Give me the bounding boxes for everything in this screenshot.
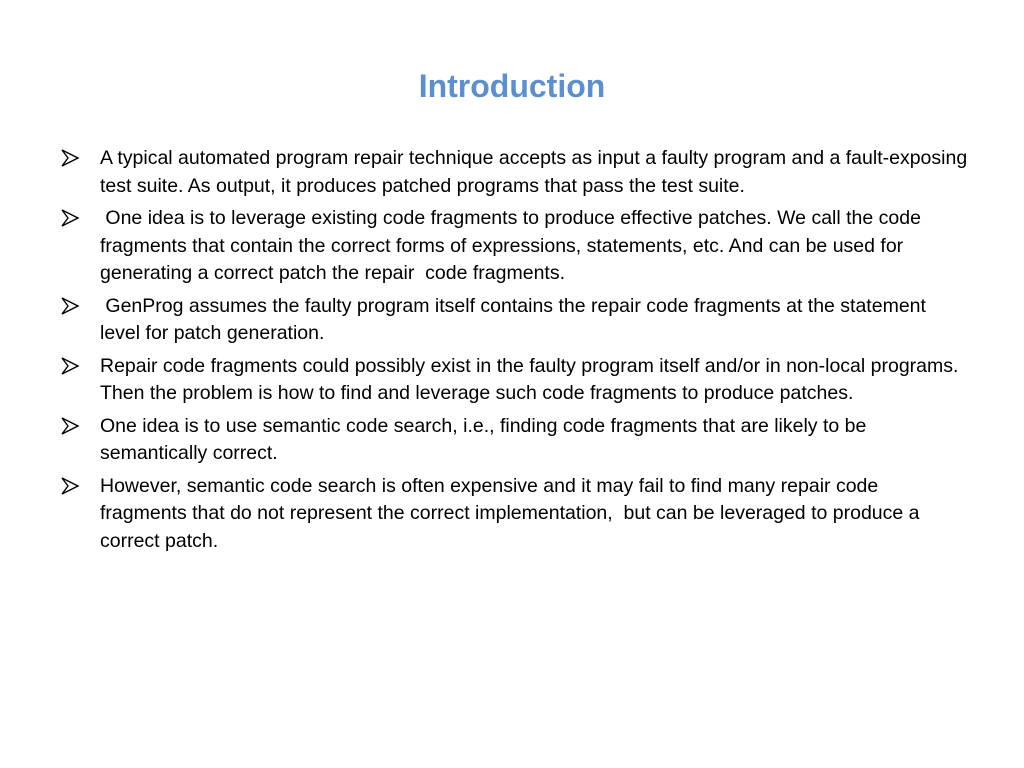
bullet-item bbox=[60, 145, 970, 200]
bullet-item bbox=[60, 293, 970, 348]
bullet-text: GenProg assumes the faulty program itself contains the repair code fragments at the statement level for patch generation. bbox=[100, 294, 932, 344]
slide-title: Introduction bbox=[418, 68, 606, 104]
bullet-item bbox=[60, 353, 970, 408]
arrowhead-bullet-icon bbox=[60, 295, 80, 317]
bullet-list bbox=[60, 145, 970, 560]
arrowhead-bullet-icon bbox=[60, 475, 80, 497]
bullet-text: Repair code fragments could possibly exist in the faulty program itself and/or in non-local programs. Then the problem is how to find and leverage such code fragments to produce patches. bbox=[100, 354, 959, 404]
bullet-text: One idea is to leverage existing code fragments to produce effective patches. We call the code fragments that contain the correct forms of expressions, statements, etc. And can be used for generating a correct patch the repair code fragments. bbox=[100, 207, 927, 284]
bullet-text: One idea is to use semantic code search, i.e., finding code fragments that are likely to be semantically correct. bbox=[100, 414, 867, 464]
bullet-item bbox=[60, 205, 970, 288]
arrowhead-bullet-icon bbox=[60, 147, 80, 169]
bullet-item bbox=[60, 473, 970, 556]
arrowhead-bullet-icon bbox=[60, 207, 80, 229]
bullet-item bbox=[60, 413, 970, 468]
arrowhead-bullet-icon bbox=[60, 415, 80, 437]
bullet-text: A typical automated program repair technique accepts as input a faulty program and a fault-exposing test suite. As output, it produces patched programs that pass the test suite. bbox=[100, 147, 968, 197]
arrowhead-bullet-icon bbox=[60, 355, 80, 377]
bullet-text: However, semantic code search is often expensive and it may fail to find many repair code fragments that do not represent the correct implementation, but can be leveraged to produce a correct patch. bbox=[100, 474, 925, 552]
